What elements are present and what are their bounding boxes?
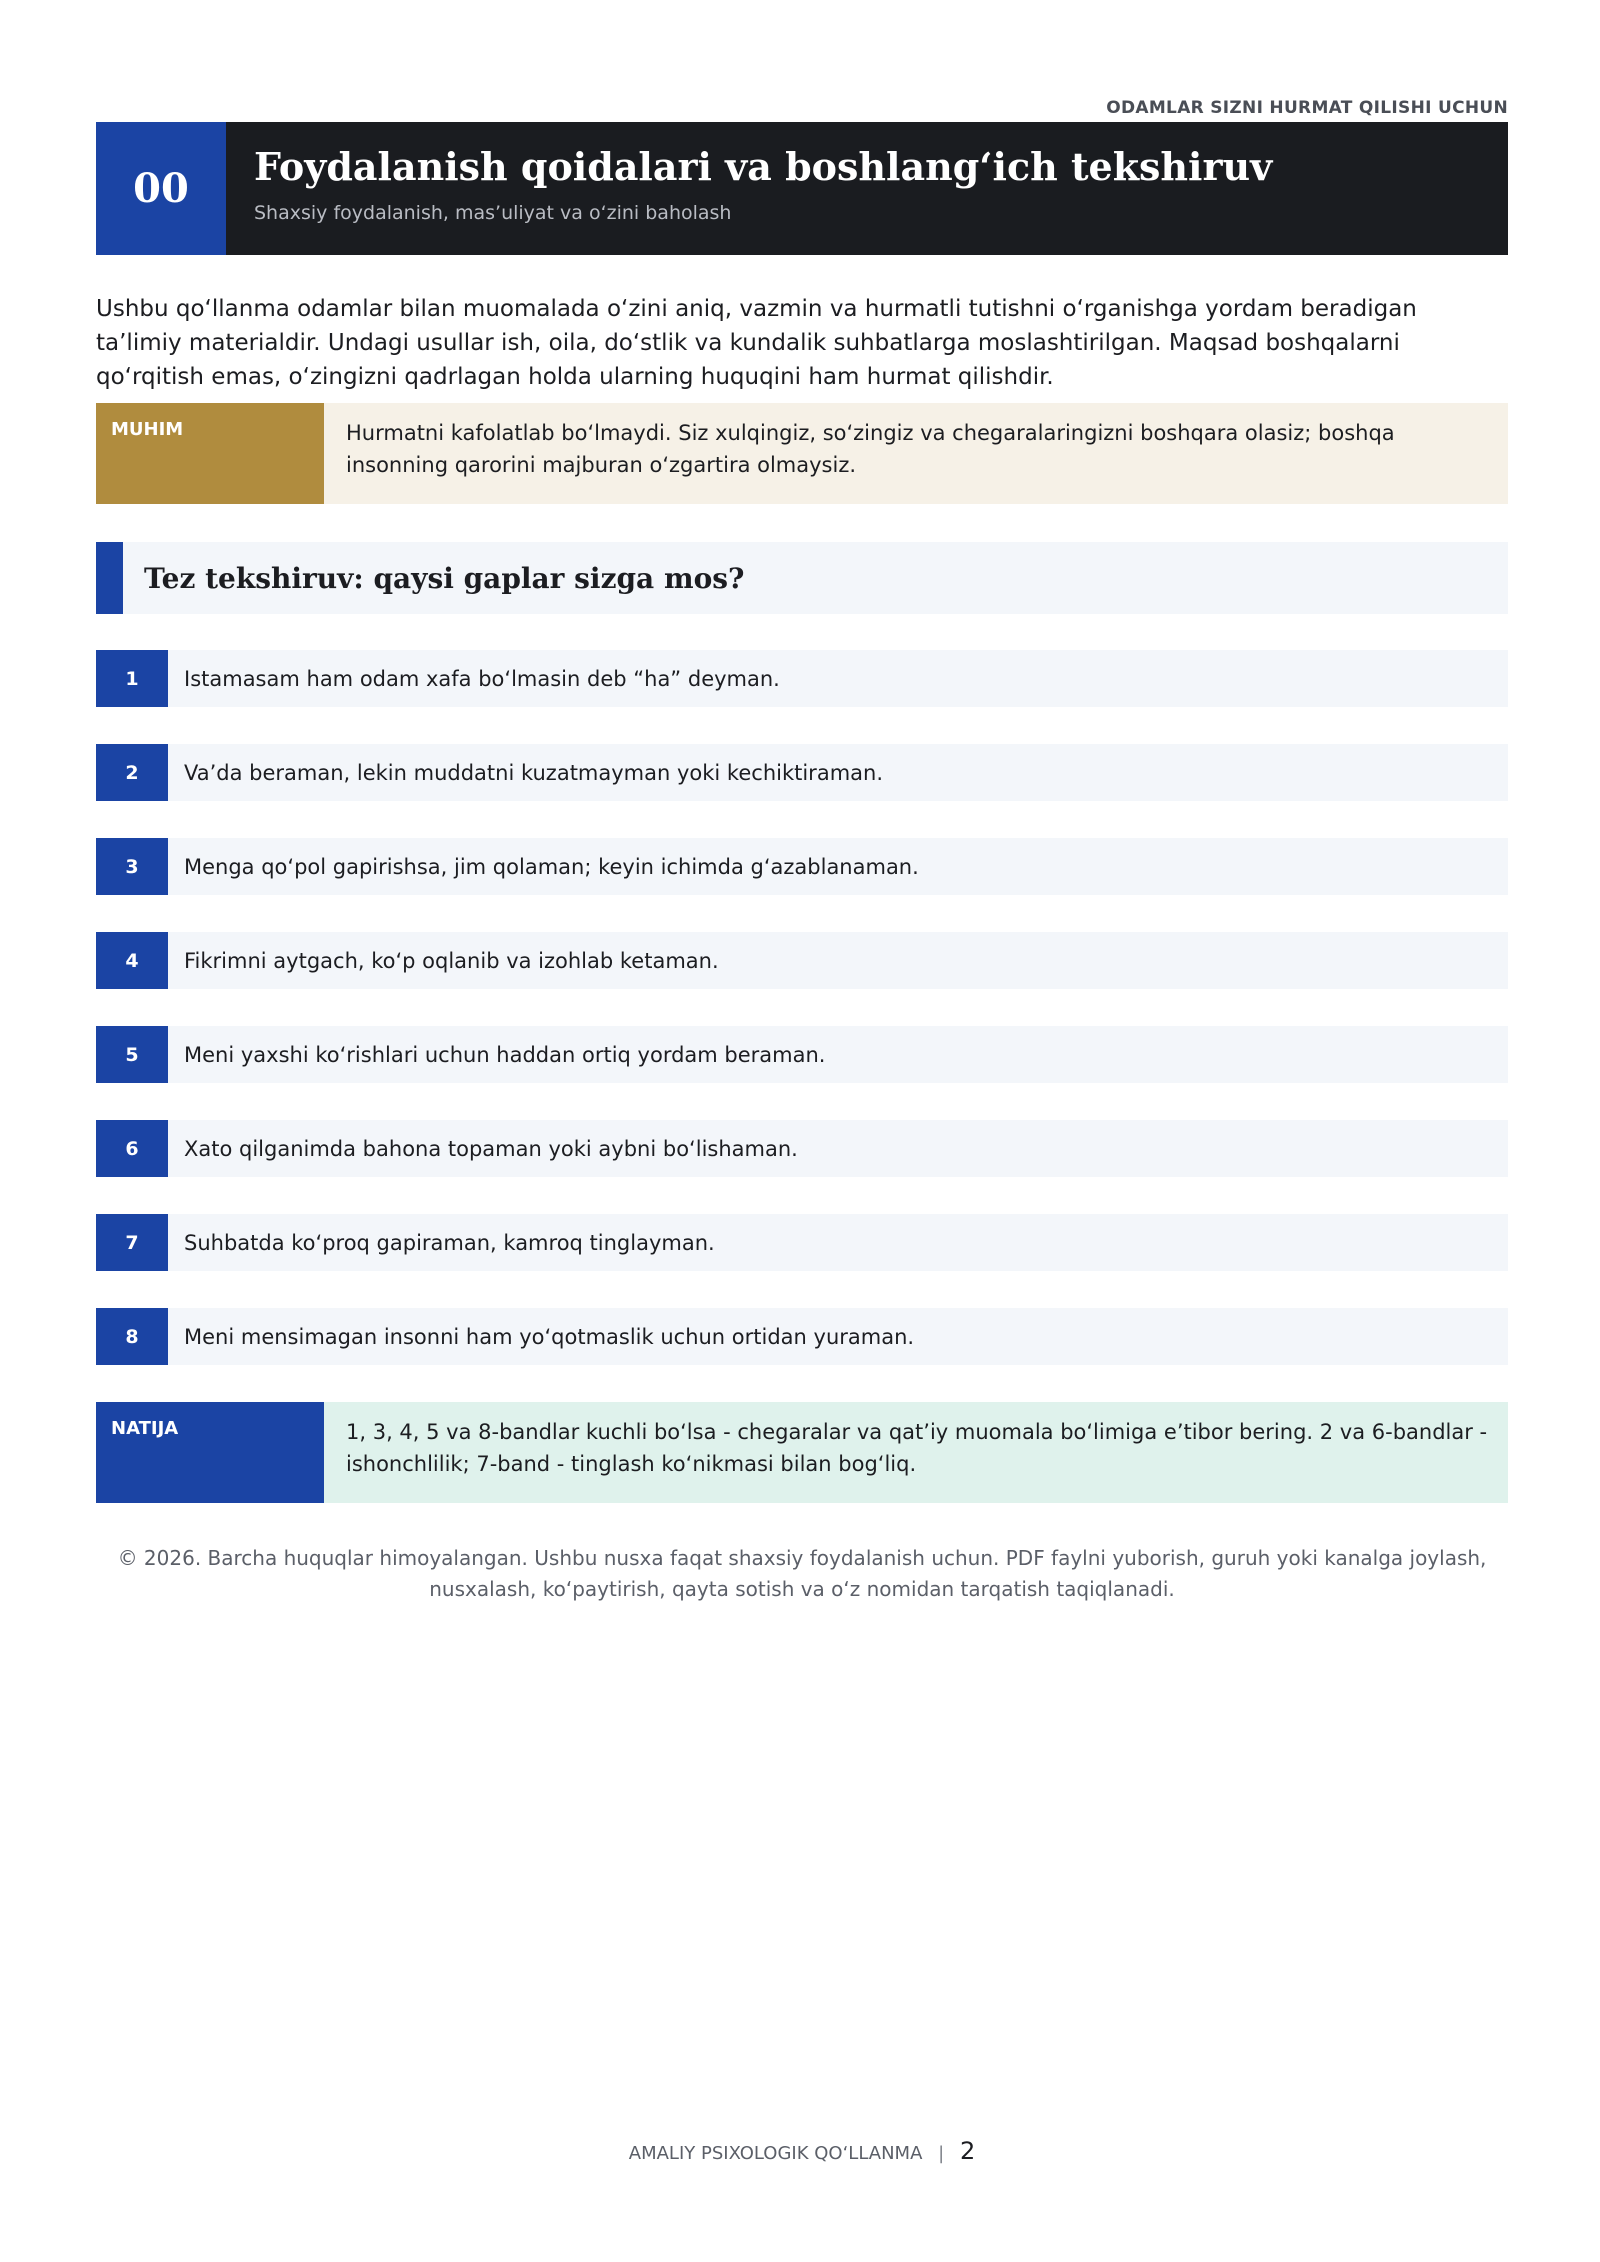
chapter-subtitle: Shaxsiy foydalanish, mas’uliyat va o‘zini baholash xyxy=(254,201,732,224)
checklist-item-number: 1 xyxy=(96,650,168,707)
important-callout xyxy=(96,403,1508,504)
chapter-header xyxy=(96,122,1508,255)
checklist-item[interactable] xyxy=(96,838,1508,895)
checklist-item[interactable] xyxy=(96,744,1508,801)
checklist-item-number: 2 xyxy=(96,744,168,801)
result-text: 1, 3, 4, 5 va 8-bandlar kuchli bo‘lsa - chegaralar va qat’iy muomala bo‘limiga e’tibor bering. 2 va 6-bandlar - ishonchlilik; 7-band - tinglash ko‘nikmasi bilan bog‘liq. xyxy=(324,1402,1508,1503)
chapter-heading xyxy=(226,122,1272,255)
checklist-item-text: Xato qilganimda bahona topaman yoki aybni bo‘lishaman. xyxy=(184,1136,798,1161)
checklist-item[interactable] xyxy=(96,1026,1508,1083)
checklist-item-number: 8 xyxy=(96,1308,168,1365)
checklist-item[interactable] xyxy=(96,1120,1508,1177)
section-accent-bar xyxy=(96,542,123,614)
checklist-item-number: 5 xyxy=(96,1026,168,1083)
checklist-item-text: Menga qo‘pol gapirishsa, jim qolaman; keyin ichimda g‘azablanaman. xyxy=(184,854,919,879)
checklist-item-text: Istamasam ham odam xafa bo‘lmasin deb “ha” deyman. xyxy=(184,666,780,691)
checklist-item-number: 6 xyxy=(96,1120,168,1177)
page-number: 2 xyxy=(959,2137,976,2165)
copyright-notice: © 2026. Barcha huquqlar himoyalangan. Ushbu nusxa faqat shaxsiy foydalanish uchun. PDF faylni yuborish, guruh yoki kanalga joylash, nusxalash, ko‘paytirish, qayta sotish va o‘z nomidan tarqatish taqiqlanadi. xyxy=(117,1546,1487,1601)
running-head: ODAMLAR SIZNI HURMAT QILISHI UCHUN xyxy=(1106,98,1508,118)
checklist-item[interactable] xyxy=(96,650,1508,707)
checklist-item-text: Suhbatda ko‘proq gapiraman, kamroq tinglayman. xyxy=(184,1230,715,1255)
checklist-item-number: 3 xyxy=(96,838,168,895)
chapter-title: Foydalanish qoidalari va boshlang‘ich tekshiruv xyxy=(254,144,1273,189)
checklist-item-number: 7 xyxy=(96,1214,168,1271)
section-title: Tez tekshiruv: qaysi gaplar sizga mos? xyxy=(144,561,745,595)
page-footer xyxy=(96,2137,1508,2165)
checklist-item[interactable] xyxy=(96,932,1508,989)
checklist-item[interactable] xyxy=(96,1214,1508,1271)
checklist xyxy=(96,650,1508,1402)
checklist-item-number: 4 xyxy=(96,932,168,989)
footer-separator: | xyxy=(938,2143,945,2164)
section-heading xyxy=(96,542,1508,614)
result-label: NATIJA xyxy=(96,1402,324,1503)
important-text: Hurmatni kafolatlab bo‘lmaydi. Siz xulqingiz, so‘zingiz va chegaralaringizni boshqara olasiz; boshqa insonning qarorini majburan o‘zgartira olmaysiz. xyxy=(324,403,1508,504)
chapter-number: 00 xyxy=(96,122,226,255)
intro-paragraph: Ushbu qo‘llanma odamlar bilan muomalada o‘zini aniq, vazmin va hurmatli tutishni o‘rganishga yordam beradigan ta’limiy materialdir. Undagi usullar ish, oila, do‘stlik va kundalik suhbatlarga moslashtirilgan. Maqsad boshqalarni qo‘rqitish emas, o‘zingizni qadrlagan holda ularning huquqini ham hurmat qilishdir. xyxy=(96,296,1417,390)
footer-label: AMALIY PSIXOLOGIK QO‘LLANMA xyxy=(628,2143,923,2164)
checklist-item-text: Fikrimni aytgach, ko‘p oqlanib va izohlab ketaman. xyxy=(184,948,719,973)
checklist-item-text: Meni yaxshi ko‘rishlari uchun haddan ortiq yordam beraman. xyxy=(184,1042,826,1067)
important-label: MUHIM xyxy=(96,403,324,504)
result-callout xyxy=(96,1402,1508,1503)
checklist-item-text: Va’da beraman, lekin muddatni kuzatmayman yoki kechiktiraman. xyxy=(184,760,883,785)
checklist-item-text: Meni mensimagan insonni ham yo‘qotmaslik uchun ortidan yuraman. xyxy=(184,1324,915,1349)
checklist-item[interactable] xyxy=(96,1308,1508,1365)
